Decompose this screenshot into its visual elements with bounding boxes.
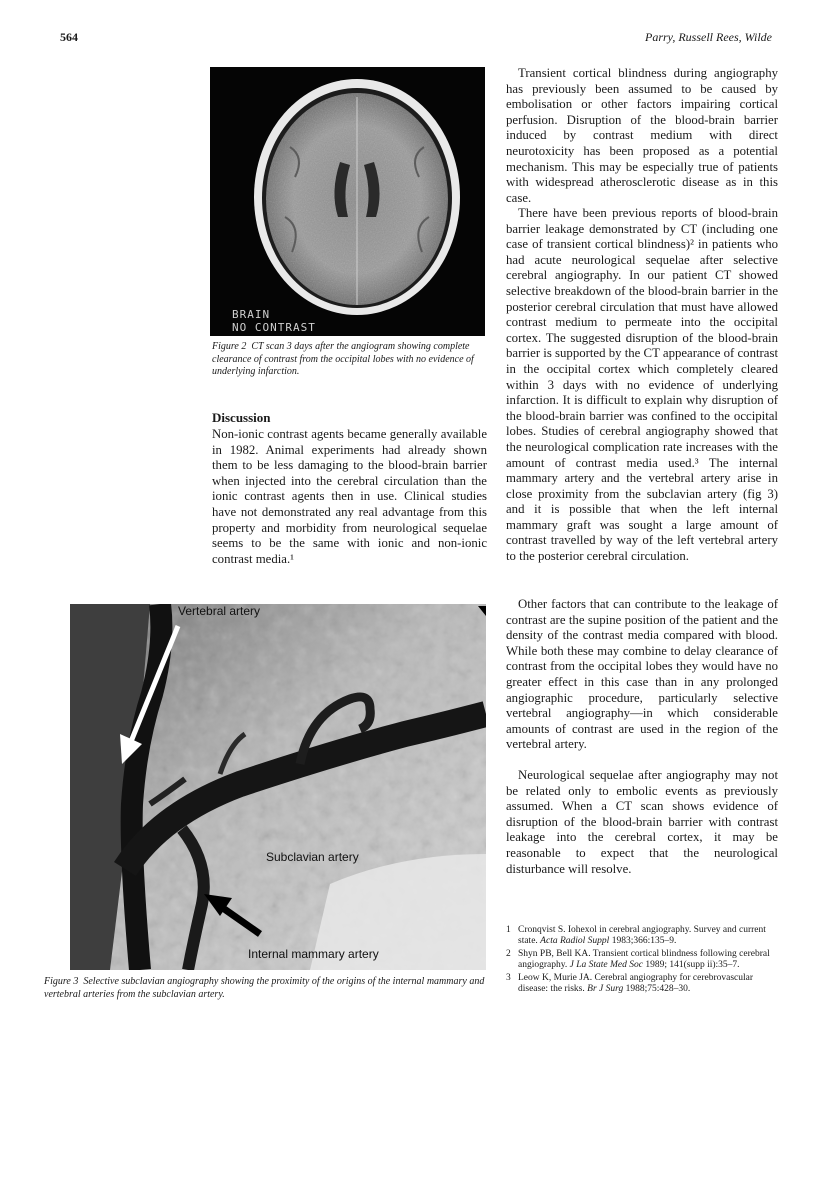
figure2-caption-text: CT scan 3 days after the angiogram showing complete clearance of contrast from the occipital lobes with no evidence of underlying infarction. (212, 341, 474, 377)
reference-item (506, 949, 782, 972)
right-paragraph-3: Other factors that can contribute to the leakage of contrast are the supine position of the patient and the density of the contrast media compared with blood. While both these may combine to delay clearance of contrast from the occipital lobes they would have no greater effect in this case than in any prolonged angiographic procedure, particularly selective vertebral angiography—in which considerable amounts of contrast are used in the region of the vertebral artery. (506, 597, 778, 752)
figure3-caption-text: Selective subclavian angiography showing the proximity of the origins of the internal mammary and vertebral arteries from the subclavian artery. (44, 976, 485, 1000)
reference-journal: Acta Radiol Suppl (540, 936, 610, 947)
ct-overlay-text-line1: BRAIN (232, 308, 271, 321)
right-paragraph-4: Neurological sequelae after angiography may not be related only to embolic events as previously assumed. When a CT scan shows evidence of disruption of the blood-brain barrier with contrast leakage into the cerebral cortex, it may be reasonable to expect that the neurological disturbance will resolve. (506, 768, 778, 876)
running-header-authors: Parry, Russell Rees, Wilde (645, 30, 772, 44)
figure2-caption (212, 341, 494, 379)
ct-overlay-text-line2: NO CONTRAST (232, 321, 316, 334)
label-vertebral-artery: Vertebral artery (178, 604, 261, 618)
page-number: 564 (60, 30, 78, 44)
label-subclavian-artery: Subclavian artery (266, 850, 359, 864)
reference-item (506, 925, 782, 948)
right-paragraph-2: There have been previous reports of blood-brain barrier leakage demonstrated by CT (including one case of transient cortical blindness)² in patients who had acute neurological sequelae after selective cerebral angiography. In our patient CT showed selective breakdown of the blood-brain barrier in the posterior cerebral circulation that must have allowed contrast medium to permeate into the occipital cortex. The suggested disruption of the blood-brain barrier is supported by the CT appearance of contrast in the occipital cortex which completely cleared within 3 days with no evidence of underlying infarction. It is difficult to explain why disruption of the blood-brain barrier was confined to the occipital lobes. Studies of cerebral angiography showed that the neurological complication rate increases with the amount of contrast media used.³ The internal mammary artery and the vertebral artery arise in close proximity from the subclavian artery (fig 3) and it is possible that when the left internal mammary graft was sought a large amount of contrast travelled by way of the left vertebral artery to the posterior cerebral circulation. (506, 206, 778, 564)
angiogram-image (70, 604, 486, 970)
reference-number: 2 (506, 948, 511, 959)
figure2-caption-label: Figure 2 (212, 341, 247, 352)
right-paragraph-1: Transient cortical blindness during angiography has previously been assumed to be caused by embolisation or other factors impairing cortical perfusion. Disruption of the blood-brain barrier induced by contrast medium with direct neurotoxicity has been proposed as a potential mechanism. This may be especially true of patients with widespread atherosclerotic disease as in this case. (506, 66, 778, 205)
label-internal-mammary-artery: Internal mammary artery (248, 947, 379, 961)
reference-journal: J La State Med Soc (569, 960, 643, 971)
reference-journal: Br J Surg (587, 984, 624, 995)
discussion-paragraph: Non-ionic contrast agents became generally available in 1982. Animal experiments had already shown them to be less damaging to the blood-brain barrier when injected into the cerebral circulation than the ionic contrast agents then in use. Clinical studies have not demonstrated any real advantage from this property and morbidity from neurological sequelae seems to be the same with ionic and non-ionic contrast media.¹ (212, 427, 487, 566)
figure3-caption-label: Figure 3 (44, 976, 79, 987)
figure3-caption (44, 976, 488, 1001)
reference-citation: 1989; 141(supp ii):35–7. (645, 960, 740, 971)
discussion-heading: Discussion (212, 410, 271, 425)
reference-text: Shyn PB, Bell KA. Transient cortical blindness following cerebral angiography. (518, 948, 770, 971)
reference-item (506, 973, 782, 996)
ct-scan-image (210, 67, 485, 336)
reference-citation: 1988;75:428–30. (625, 984, 691, 995)
reference-text: Leow K, Murie JA. Cerebral angiography for cerebrovascular disease: the risks. (518, 972, 754, 995)
references-list (506, 925, 782, 996)
reference-number: 3 (506, 972, 511, 983)
reference-citation: 1983;366:135–9. (611, 936, 677, 947)
reference-number: 1 (506, 925, 511, 935)
reference-text: Cronqvist S. Iohexol in cerebral angiography. Survey and current state. (518, 925, 766, 947)
